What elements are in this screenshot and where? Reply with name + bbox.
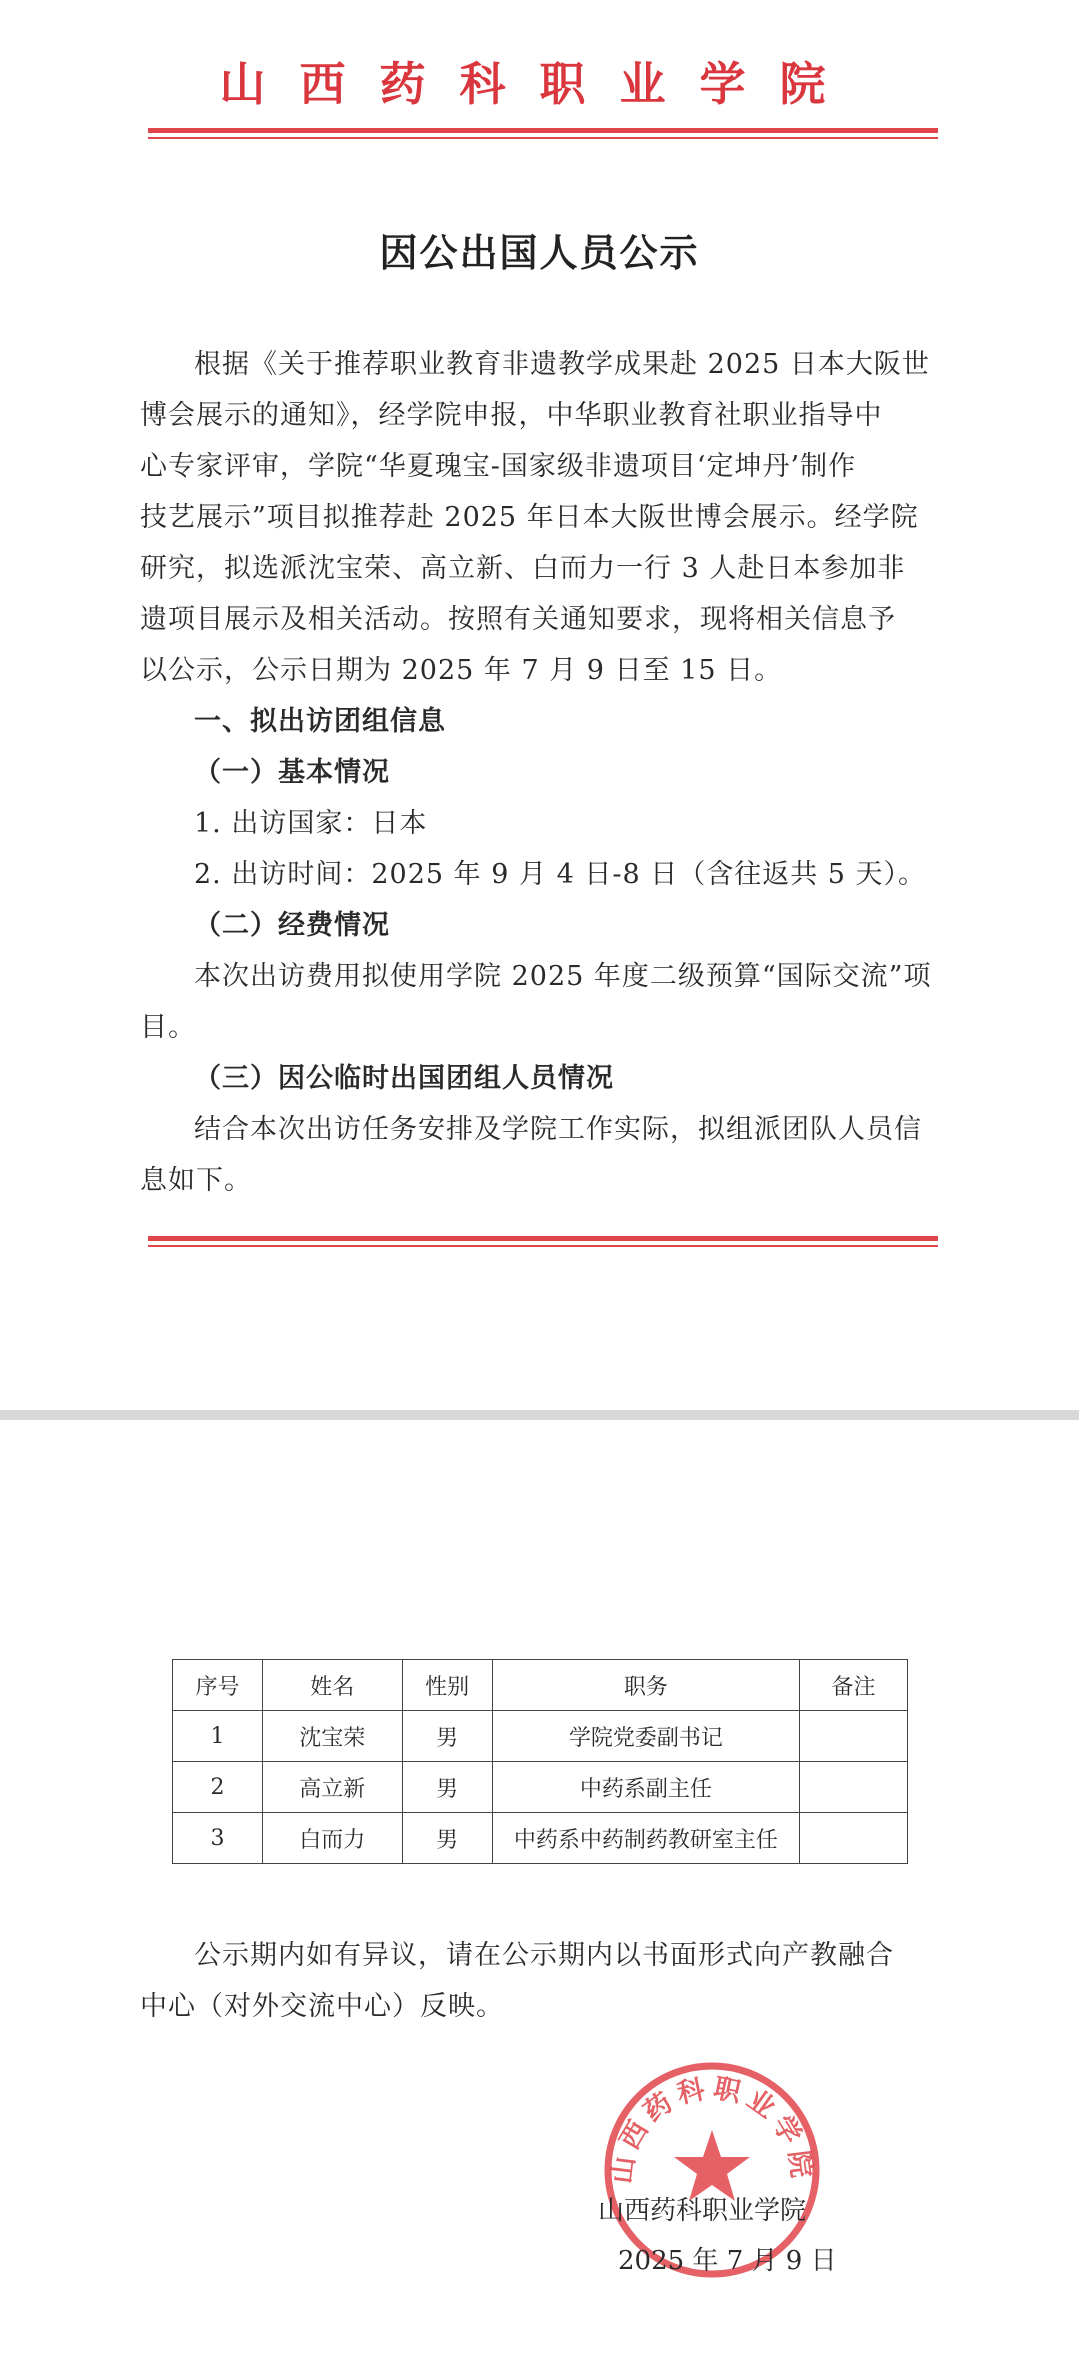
intro-line: 心专家评审，学院“华夏瑰宝-国家级非遗项目‘定坤丹’制作 <box>140 451 857 482</box>
seal-text: 山西药科职业学院 <box>606 2072 818 2186</box>
table-cell: 白而力 <box>262 1813 402 1864</box>
institution-header: 山西药科职业学院 <box>219 57 860 111</box>
subsection-heading: （一）基本情况 <box>194 757 390 788</box>
funding-line: 本次出访费用拟使用学院 2025 年度二级预算“国际交流”项 <box>194 961 932 992</box>
members-table <box>172 1659 908 1864</box>
table-cell: 高立新 <box>262 1762 402 1813</box>
footer-rule-thin <box>148 1245 938 1247</box>
table-cell: 学院党委副书记 <box>492 1711 800 1762</box>
footer-rule-thick <box>148 1236 938 1241</box>
team-line: 结合本次出访任务安排及学院工作实际，拟组派团队人员信 <box>194 1114 922 1145</box>
header-rule-thick <box>148 128 938 133</box>
document-title: 因公出国人员公示 <box>379 230 700 275</box>
intro-line: 根据《关于推荐职业教育非遗教学成果赴 2025 日本大阪世 <box>194 349 930 380</box>
table-cell <box>800 1711 908 1762</box>
page-separator <box>0 1410 1079 1420</box>
table-header-cell: 性别 <box>402 1660 492 1711</box>
table-row <box>173 1711 908 1762</box>
table-cell: 沈宝荣 <box>262 1711 402 1762</box>
table-cell: 男 <box>402 1762 492 1813</box>
table-cell: 2 <box>173 1762 263 1813</box>
table-cell: 男 <box>402 1813 492 1864</box>
subsection-heading: （二）经费情况 <box>194 910 390 941</box>
table-header-cell: 备注 <box>800 1660 908 1711</box>
signature-date: 2025 年 7 月 9 日 <box>618 2246 837 2276</box>
table-cell: 男 <box>402 1711 492 1762</box>
visit-country: 1. 出访国家：日本 <box>194 808 428 839</box>
funding-line: 目。 <box>140 1012 196 1043</box>
intro-line: 遗项目展示及相关活动。按照有关通知要求，现将相关信息予 <box>140 604 896 635</box>
team-line: 息如下。 <box>140 1165 252 1196</box>
intro-line: 博会展示的通知》，经学院申报，中华职业教育社职业指导中 <box>140 400 883 431</box>
signature-org: 山西药科职业学院 <box>598 2196 807 2226</box>
subsection-heading: （三）因公临时出国团组人员情况 <box>194 1063 614 1094</box>
table-header-cell: 职务 <box>492 1660 800 1711</box>
document-page-2 <box>0 1420 1079 2354</box>
table-cell: 中药系副主任 <box>492 1762 800 1813</box>
table-cell: 1 <box>173 1711 263 1762</box>
table-cell: 3 <box>173 1813 263 1864</box>
table-header-cell: 姓名 <box>262 1660 402 1711</box>
header-rule-thin <box>148 137 938 139</box>
intro-line: 以公示，公示日期为 2025 年 7 月 9 日至 15 日。 <box>140 655 783 686</box>
visit-time: 2. 出访时间：2025 年 9 月 4 日-8 日（含往返共 5 天）。 <box>194 859 927 890</box>
intro-line: 技艺展示”项目拟推荐赴 2025 年日本大阪世博会展示。经学院 <box>140 502 919 533</box>
table-header-row <box>173 1660 908 1711</box>
table-header-cell: 序号 <box>173 1660 263 1711</box>
closing-line: 公示期内如有异议，请在公示期内以书面形式向产教融合 <box>194 1940 894 1971</box>
table-cell <box>800 1762 908 1813</box>
table-cell <box>800 1813 908 1864</box>
table-row <box>173 1762 908 1813</box>
closing-line: 中心（对外交流中心）反映。 <box>140 1991 504 2022</box>
section-heading: 一、拟出访团组信息 <box>194 706 446 737</box>
intro-line: 研究，拟选派沈宝荣、高立新、白而力一行 3 人赴日本参加非 <box>140 553 906 584</box>
table-cell: 中药系中药制药教研室主任 <box>492 1813 800 1864</box>
table-row <box>173 1813 908 1864</box>
